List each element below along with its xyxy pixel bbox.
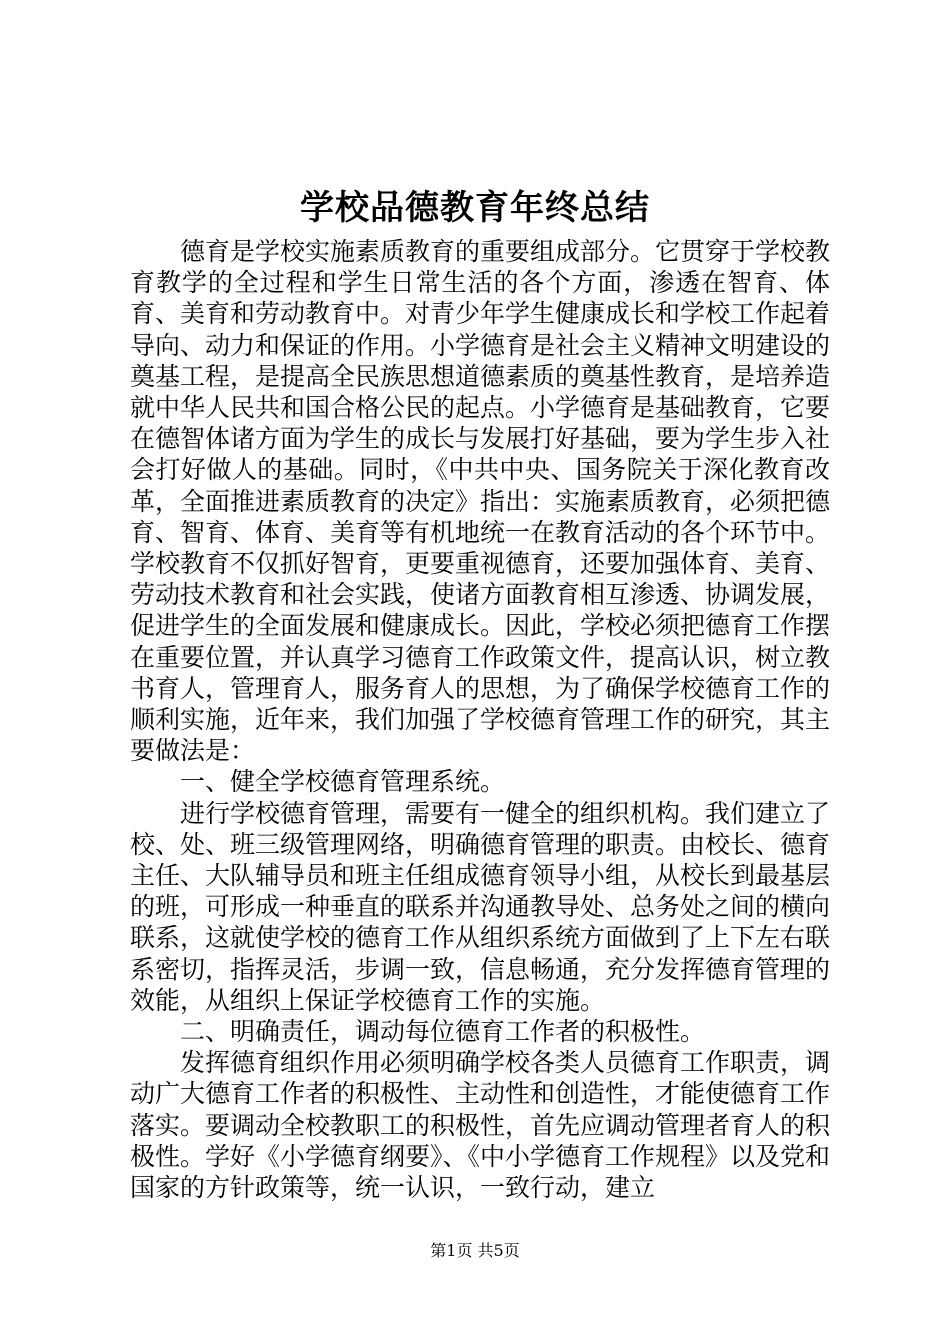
paragraph-section-1: 进行学校德育管理，需要有一健全的组织机构。我们建立了校、处、班三级管理网络，明确德育管理的职责。由校长、德育主任、大队辅导员和班主任组成德育领导小组，从校长到最基层的班，可形成一种垂直的联系并沟通教导处、总务处之间的横向联系，这就使学校的德育工作从组织系统方面做到了上下左右联系密切，指挥灵活，步调一致，信息畅通，充分发挥德育管理的效能，从组织上保证学校德育工作的实施。 [130, 798, 831, 1015]
section-heading-2: 二、明确责任，调动每位德育工作者的积极性。 [180, 1017, 706, 1047]
page-footer: 第1页 共5页 [430, 1241, 520, 1260]
document-title: 学校品德教育年终总结 [300, 188, 650, 228]
paragraph-section-2: 发挥德育组织作用必须明确学校各类人员德育工作职责，调动广大德育工作者的积极性、主动性和创造性，才能使德育工作落实。要调动全校教职工的积极性，首先应调动管理者育人的积极性。学好《小学德育纲要》、《中小学德育工作规程》以及党和国家的方针政策等，统一认识，一致行动，建立 [130, 1048, 831, 1203]
paragraph-intro: 德育是学校实施素质教育的重要组成部分。它贯穿于学校教育教学的全过程和学生日常生活的各个方面，渗透在智育、体育、美育和劳动教育中。对青少年学生健康成长和学校工作起着导向、动力和保证的作用。小学德育是社会主义精神文明建设的奠基工程，是提高全民族思想道德素质的奠基性教育，是培养造就中华人民共和国合格公民的起点。小学德育是基础教育，它要在德智体诸方面为学生的成长与发展打好基础，要为学生步入社会打好做人的基础。同时，《中共中央、国务院关于深化教育改革，全面推进素质教育的决定》指出：实施素质教育，必须把德育、智育、体育、美育等有机地统一在教育活动的各个环节中。学校教育不仅抓好智育，更要重视德育，还要加强体育、美育、劳动技术教育和社会实践，使诸方面教育相互渗透、协调发展，促进学生的全面发展和健康成长。因此，学校必须把德育工作摆在重要位置，并认真学习德育工作政策文件，提高认识，树立教书育人，管理育人，服务育人的思想，为了确保学校德育工作的顺利实施，近年来，我们加强了学校德育管理工作的研究，其主要做法是： [130, 237, 831, 766]
document-body [130, 236, 830, 1203]
section-heading-1: 一、健全学校德育管理系统。 [180, 767, 506, 797]
